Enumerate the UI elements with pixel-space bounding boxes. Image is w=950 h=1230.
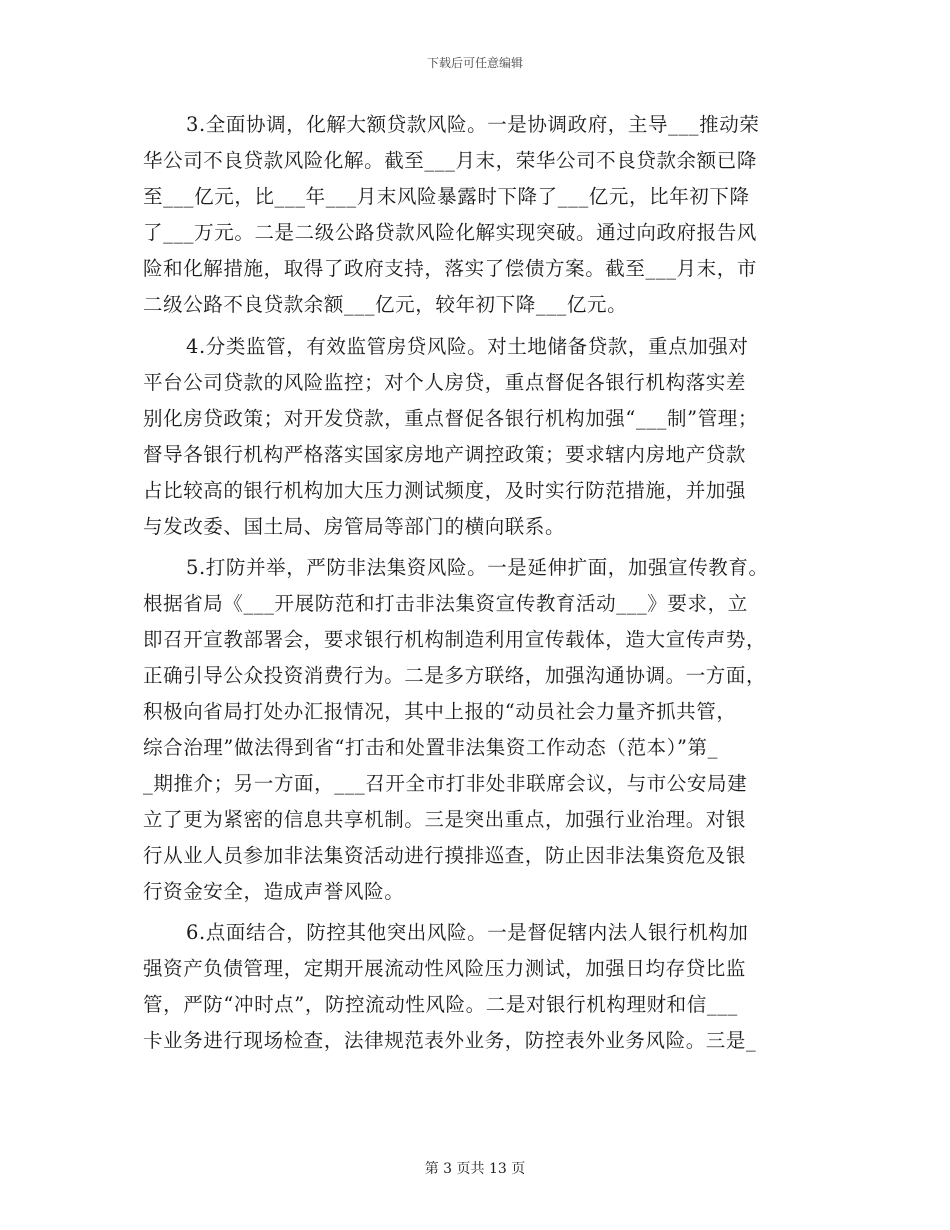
page-footer: 第 3 页共 13 页 (424, 1161, 526, 1177)
paragraph-line: 管，严防“冲时点”，防控流动性风险。二是对银行机构理财和信___ (143, 993, 738, 1016)
paragraph-line: 行从业人员参加非法集资活动进行摸排巡查，防止因非法集资危及银 (143, 844, 747, 867)
paragraph-line: 强资产负债管理，定期开展流动性风险压力测试，加强日均存贷比监 (143, 957, 747, 980)
paragraph-line: 险和化解措施，取得了政府支持，落实了偿债方案。截至___月末，市 (143, 257, 757, 280)
paragraph-line: 卡业务进行现场检查，法律规范表外业务，防控表外业务风险。三是_ (143, 1029, 757, 1052)
paragraph-line: 立了更为紧密的信息共享机制。三是突出重点，加强行业治理。对银 (143, 808, 747, 831)
paragraph-line: 别化房贷政策；对开发贷款，重点督促各银行机构加强“___制”管理； (143, 407, 758, 430)
paragraph-line: 4.分类监管，有效监管房贷风险。对土地储备贷款，重点加强对 (186, 335, 749, 358)
paragraph-line: 了___万元。二是二级公路贷款风险化解实现突破。通过向政府报告风 (143, 221, 757, 244)
paragraph-line: 督导各银行机构严格落实国家房地产调控政策；要求辖内房地产贷款 (143, 443, 747, 466)
paragraph-line: 行资金安全，造成声誉风险。 (143, 880, 405, 903)
paragraph-line: 6.点面结合，防控其他突出风险。一是督促辖内法人银行机构加 (186, 921, 749, 944)
paragraph-line: 华公司不良贷款风险化解。截至___月末，荣华公司不良贷款余额已降 (143, 149, 757, 172)
paragraph-line: _期推介；另一方面，___召开全市打非处非联席会议，与市公安局建 (143, 772, 748, 795)
paragraph-line: 5.打防并举，严防非法集资风险。一是延伸扩面，加强宣传教育。 (186, 556, 769, 579)
paragraph-line: 3.全面协调，化解大额贷款风险。一是协调政府，主导___推动荣 (186, 113, 760, 136)
paragraph-line: 占比较高的银行机构加大压力测试频度，及时实行防范措施，并加强 (143, 479, 747, 502)
paragraph-line: 至___亿元，比___年___月末风险暴露时下降了___亿元，比年初下降 (143, 185, 750, 208)
paragraph-line: 平台公司贷款的风险监控；对个人房贷，重点督促各银行机构落实差 (143, 371, 747, 394)
paragraph-line: 与发改委、国土局、房管局等部门的横向联系。 (143, 515, 566, 538)
paragraph-line: 即召开宣教部署会，要求银行机构制造利用宣传载体，造大宣传声势， (143, 628, 767, 651)
page-header: 下载后可任意编辑 (426, 56, 523, 70)
paragraph-line: 二级公路不良贷款余额___亿元，较年初下降___亿元。 (143, 293, 628, 316)
paragraph-line: 根据省局《___开展防范和打击非法集资宣传教育活动___》要求，立 (143, 592, 748, 615)
paragraph-line: 综合治理”做法得到省“打击和处置非法集资工作动态（范本）”第_ (143, 736, 719, 759)
paragraph-line: 正确引导公众投资消费行为。二是多方联络，加强沟通协调。一方面， (143, 664, 767, 687)
paragraph-line: 积极向省局打处办汇报情况，其中上报的“动员社会力量齐抓共管， (143, 700, 737, 723)
